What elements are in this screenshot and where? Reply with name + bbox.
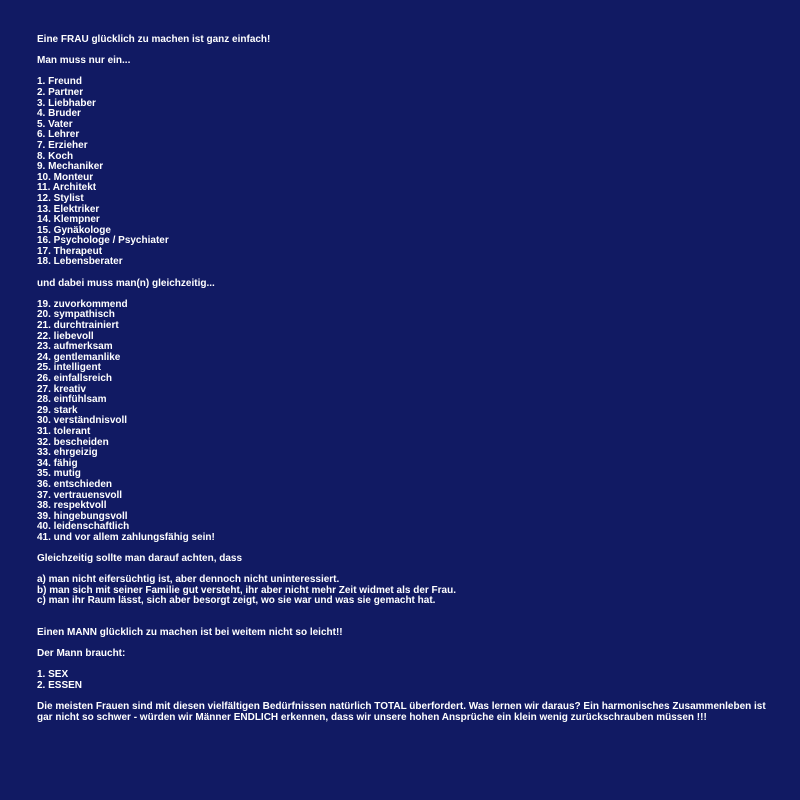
simultaneous-intro: und dabei muss man(n) gleichzeitig... xyxy=(37,277,215,289)
spacer xyxy=(37,607,764,628)
qualities-list xyxy=(37,300,764,544)
list-item: 9. Mechaniker xyxy=(37,161,104,173)
list-item: 24. gentlemanlike xyxy=(37,351,121,363)
list-item: 3. Liebhaber xyxy=(37,97,96,109)
spacer xyxy=(37,46,764,57)
list-item: 36. entschieden xyxy=(37,478,113,490)
list-item: 11. Architekt xyxy=(37,182,97,194)
list-item: 31. tolerant xyxy=(37,425,91,437)
list-item: 6. Lehrer xyxy=(37,129,80,141)
list-item: 14. Klempner xyxy=(37,214,100,226)
list-item: 40. leidenschaftlich xyxy=(37,521,130,533)
list-item: 21. durchtrainiert xyxy=(37,320,119,332)
list-item: 8. Koch xyxy=(37,150,74,162)
list-item: 23. aufmerksam xyxy=(37,341,113,353)
man-needs-list xyxy=(37,670,764,691)
list-item: 16. Psychologe / Psychiater xyxy=(37,235,169,247)
attention-intro: Gleichzeitig sollte man darauf achten, dass xyxy=(37,553,243,565)
list-item: 15. Gynäkologe xyxy=(37,224,111,236)
intro-text: Man muss nur ein... xyxy=(37,55,131,67)
list-item: 37. vertrauensvoll xyxy=(37,489,123,501)
list-item: 39. hingebungsvoll xyxy=(37,510,128,522)
list-item: 17. Therapeut xyxy=(37,245,103,257)
spacer xyxy=(37,67,764,78)
list-item: 13. Elektriker xyxy=(37,203,100,215)
list-item: 19. zuvorkommend xyxy=(37,298,128,310)
list-item: 1. Freund xyxy=(37,76,83,88)
list-item: 30. verständnisvoll xyxy=(37,415,128,427)
list-item: 4. Bruder xyxy=(37,108,81,120)
list-item: 41. und vor allem zahlungsfähig sein! xyxy=(37,531,215,543)
list-item: 1. SEX xyxy=(37,669,69,681)
list-item: 2. Partner xyxy=(37,86,84,98)
document-title: Eine FRAU glücklich zu machen ist ganz einfach! xyxy=(37,34,271,45)
list-item: 29. stark xyxy=(37,404,78,416)
list-item: 28. einfühlsam xyxy=(37,394,107,406)
list-item: a) man nicht eifersüchtig ist, aber dennoch nicht uninteressiert. xyxy=(37,574,340,586)
spacer xyxy=(37,639,764,650)
list-item: 5. Vater xyxy=(37,118,73,130)
list-item: 20. sympathisch xyxy=(37,309,115,321)
man-needs-intro: Der Mann braucht: xyxy=(37,648,126,660)
list-item: 33. ehrgeizig xyxy=(37,447,98,459)
list-item: 27. kreativ xyxy=(37,383,86,395)
list-item: 18. Lebensberater xyxy=(37,256,123,268)
list-item: 2. ESSEN xyxy=(37,680,83,692)
list-item: 38. respektvoll xyxy=(37,500,107,512)
list-item: 22. liebevoll xyxy=(37,330,94,342)
roles-list xyxy=(37,77,764,268)
list-item: 32. bescheiden xyxy=(37,436,109,448)
list-item: b) man sich mit seiner Familie gut versteht, ihr aber nicht mehr Zeit widmet als der Frau. xyxy=(37,584,456,596)
conclusion-paragraph: Die meisten Frauen sind mit diesen vielfältigen Bedürfnissen natürlich TOTAL überfordert. Was lernen wir daraus? Ein harmonisches Zusammenleben ist gar nicht so schwer - würden wir Männer ENDLICH erkennen, dass wir unsere hohen Ansprüche ein klein wenig zurückschrauben müssen !!! xyxy=(37,701,766,723)
list-item: 26. einfallsreich xyxy=(37,373,113,384)
spacer xyxy=(37,289,764,300)
list-item: 35. mutig xyxy=(37,468,81,480)
list-item: c) man ihr Raum lässt, sich aber besorgt zeigt, wo sie war und was sie gemacht hat. xyxy=(37,595,436,607)
man-title: Einen MANN glücklich zu machen ist bei weitem nicht so leicht!! xyxy=(37,627,343,639)
list-item: 12. Stylist xyxy=(37,192,84,204)
list-item: 25. intelligent xyxy=(37,362,101,374)
conditions-list xyxy=(37,575,764,607)
list-item: 7. Erzieher xyxy=(37,139,88,151)
list-item: 34. fähig xyxy=(37,457,78,469)
list-item: 10. Monteur xyxy=(37,171,94,183)
spacer xyxy=(37,660,764,671)
